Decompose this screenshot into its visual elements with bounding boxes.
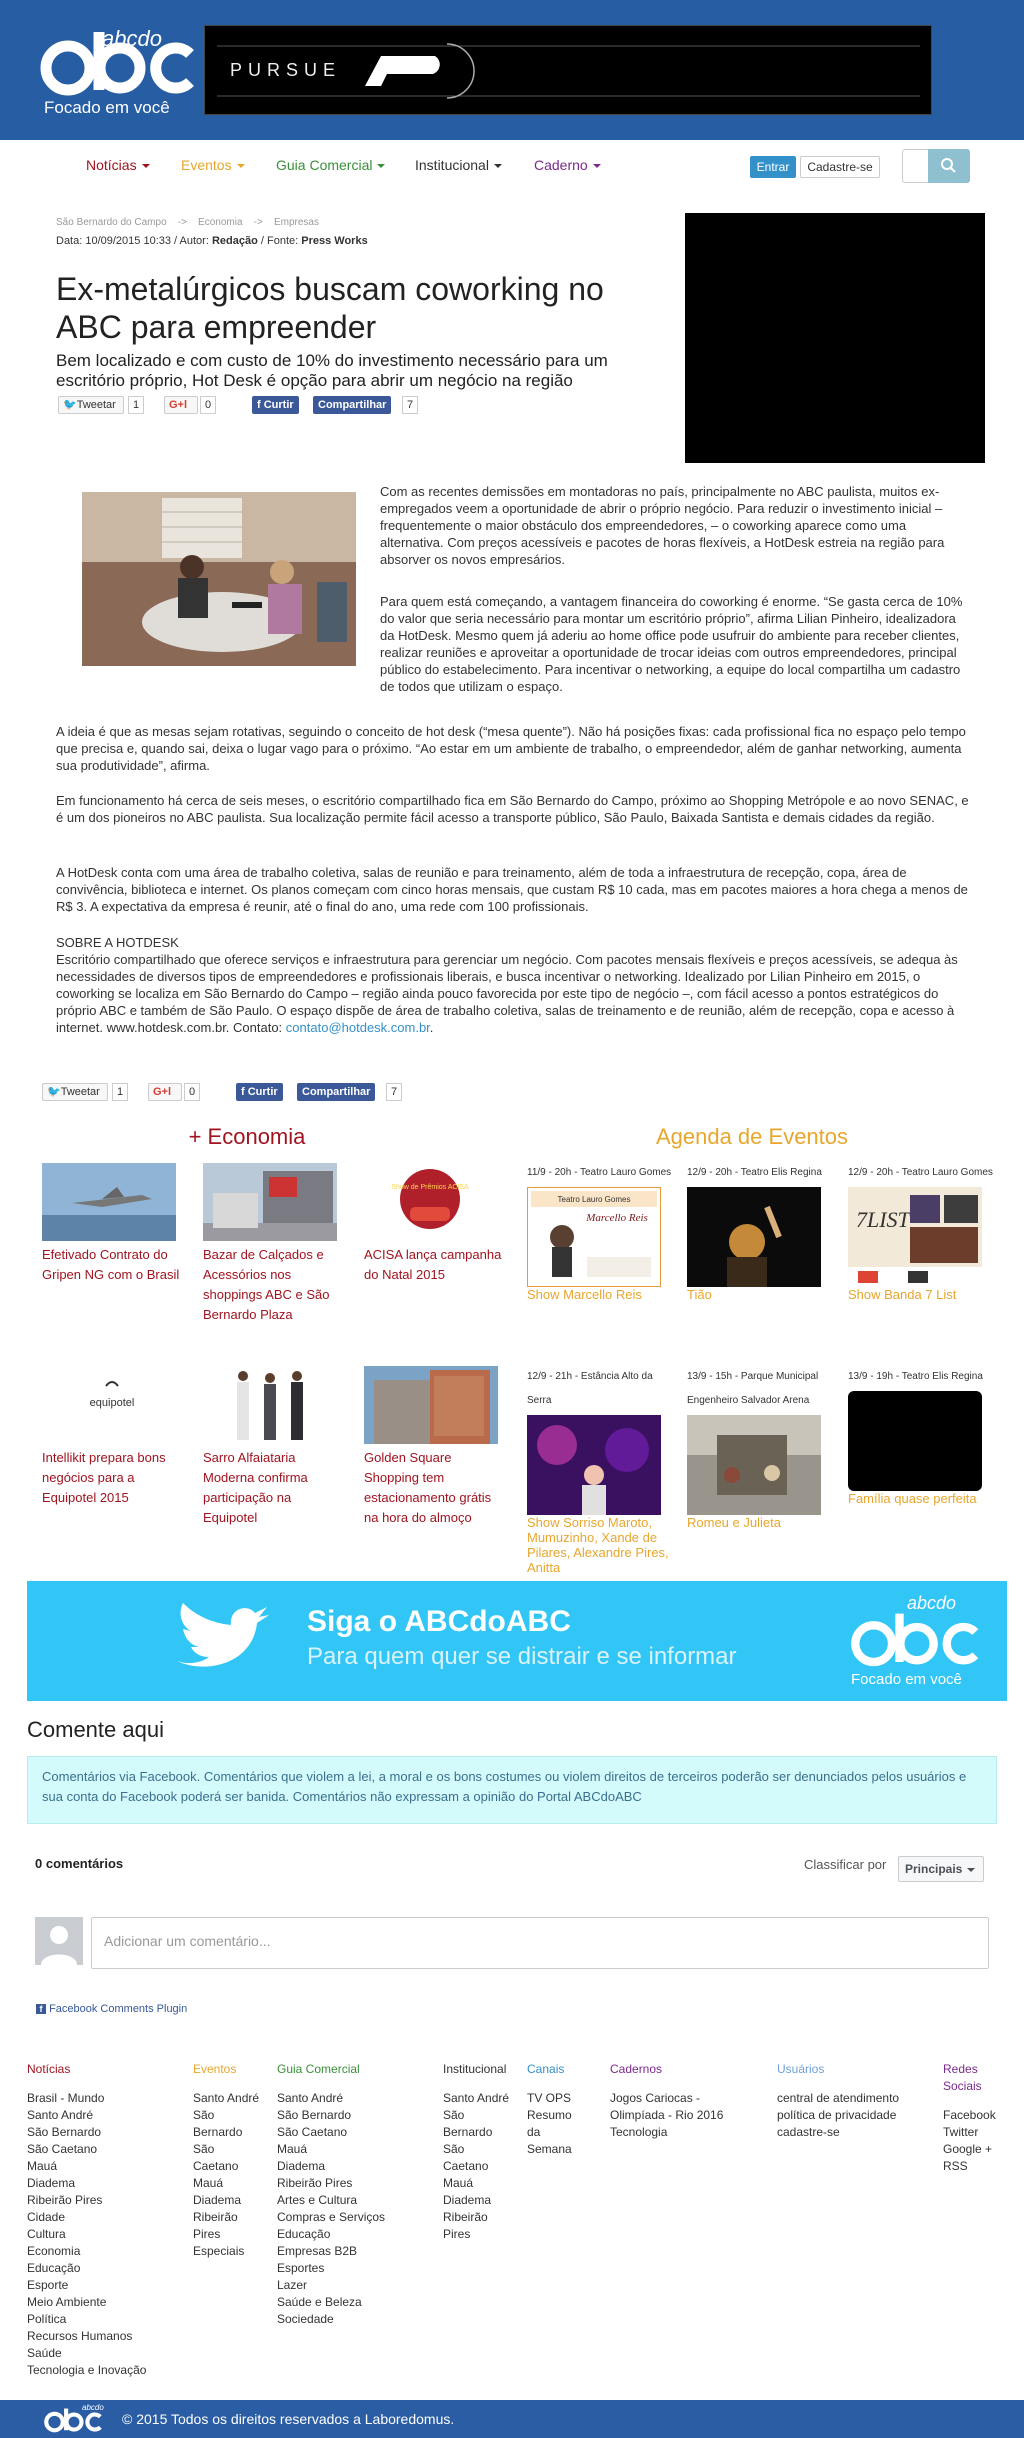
tweet-label: Tweetar bbox=[60, 1086, 100, 1098]
twitter-icon: 🐦 bbox=[47, 1086, 61, 1098]
footer-column bbox=[610, 2061, 750, 2141]
facebook-icon: f bbox=[36, 2004, 46, 2014]
footer-link[interactable]: São Bernardo bbox=[443, 2108, 493, 2139]
economia-card[interactable] bbox=[42, 1366, 182, 1508]
footer-link[interactable]: RSS bbox=[943, 2159, 968, 2173]
fb-plugin-label: Facebook Comments Plugin bbox=[49, 2003, 188, 2015]
sort-label: Classificar por bbox=[804, 1857, 887, 1872]
footer-link[interactable]: Brasil - Mundo bbox=[27, 2091, 105, 2105]
register-button[interactable]: Cadastre-se bbox=[800, 156, 880, 178]
event-image bbox=[527, 1415, 661, 1515]
footer-link[interactable]: Santo André bbox=[27, 2108, 94, 2122]
tweet-button[interactable] bbox=[42, 1083, 108, 1101]
footer-link[interactable]: São Caetano bbox=[27, 2142, 98, 2156]
footer-link[interactable]: Mauá bbox=[27, 2159, 58, 2173]
card-thumbnail bbox=[203, 1366, 337, 1444]
event-when: 13/9 - 15h - Parque Municipal Engenheiro Salvador Arena bbox=[687, 1371, 819, 1406]
economia-card[interactable] bbox=[42, 1163, 182, 1285]
sort-value: Principais bbox=[905, 1862, 963, 1876]
article-paragraph: Para quem está começando, a vantagem financeira do coworking é enorme. “Se gasta cerca de 10% do valor que seria necessário para montar um escritório próprio”, afirma Lilian Pinheiro, idealizadora da HotDesk. Mesmo quem já aderiu ao home office pode usufruir do ambiente para receber clientes, realizar reuniões e aproveitar a oportunidade de trocar ideias com outros empreendedores, principal público do estabelecimento. Para incentivar o networking, a equipe do local compartilha um cadastro de todos que utilizam o espaço. bbox=[380, 594, 963, 694]
footer-link[interactable]: Mauá bbox=[277, 2142, 308, 2156]
about-text: Escritório compartilhado que oferece serviços e infraestrutura para gerenciar um negócio. Com pacotes mensais flexíveis e preços acessíveis, se adequa às necessidades de diversos tipos de empreendedores e profissionais liberais, e busca incentivar o networking. Idealizado por Lilian Pinheiro em 2015, o coworking se localiza em São Bernardo do Campo – região ainda pouco favorecida por este tipo de negócio –, com fácil acesso a pontos estratégicos do próprio ABC e também de São Paulo. O espaço dispõe de área de trabalho coletiva, salas de treinamento e de reunião, além de recepção, copa e acesso à internet. www.hotdesk.com.br. Contato: bbox=[56, 952, 958, 1035]
share-bar-top bbox=[58, 396, 428, 416]
article-paragraph: A HotDesk conta com uma área de trabalho coletiva, salas de reunião e para treinamento, além de toda a infraestrutura de recepção, copa, área de convivência, biblioteca e internet. Os planos começam com cinco horas mensais, que custam R$ 10 cada, mas em pacotes maiores a hora chega a menos de R$ 3. A expectativa da empresa é reunir, até o final do ano, uma rede com 100 profissionais. bbox=[56, 865, 968, 914]
economia-card[interactable] bbox=[203, 1163, 343, 1325]
logo-graphic bbox=[847, 1607, 987, 1667]
footer-link[interactable]: Cultura bbox=[27, 2227, 66, 2241]
economia-card[interactable] bbox=[203, 1366, 343, 1528]
footer-heading[interactable]: Notícias bbox=[27, 2062, 71, 2076]
breadcrumb-separator: -> bbox=[253, 217, 263, 228]
caret-down-icon bbox=[593, 164, 601, 168]
banner-logo-tagline: Focado em você bbox=[851, 1671, 962, 1688]
card-thumbnail bbox=[364, 1163, 498, 1241]
card-thumbnail bbox=[42, 1163, 176, 1241]
comments-notice: Comentários via Facebook. Comentários que violem a lei, a moral e os bons costumes ou violem direitos de terceiros poderão ser denunciados pelos usuários e sua conta do Facebook poderá ser banida. Comentários não expressam a opinião do Portal ABCdoABC bbox=[27, 1756, 997, 1824]
article-paragraph: Em funcionamento há cerca de seis meses, o escritório compartilhado fica em São Bernardo do Campo, próximo ao Shopping Metrópole e ao novo SENAC, e é um dos pioneiros no ABC paulista. Sua localização permite fácil acesso a transporte público, São Paulo, Baixada Santista e demais cidades da região. bbox=[56, 793, 969, 825]
footer-link[interactable]: Diadema bbox=[27, 2176, 76, 2190]
search-icon bbox=[928, 149, 970, 183]
footer-link[interactable]: Cidade bbox=[27, 2210, 66, 2224]
footer-link[interactable]: São Bernardo bbox=[277, 2108, 352, 2122]
footer-heading[interactable]: Redes Sociais bbox=[943, 2062, 982, 2093]
breadcrumb-separator: -> bbox=[177, 217, 187, 228]
nav-noticias[interactable] bbox=[86, 157, 150, 173]
breadcrumb-item[interactable]: Economia bbox=[198, 217, 243, 228]
footer-link[interactable]: Economia bbox=[27, 2244, 81, 2258]
fb-like-label: Curtir bbox=[263, 399, 294, 411]
nav-label: Institucional bbox=[415, 157, 489, 173]
breadcrumb bbox=[56, 217, 319, 228]
comments-title: Comente aqui bbox=[27, 1717, 164, 1742]
footer-column bbox=[527, 2061, 587, 2158]
thumb-text: Teatro Lauro Gomes bbox=[557, 1195, 631, 1204]
thumb-text: Show de Prêmios ACISA bbox=[391, 1184, 469, 1191]
banner-logo bbox=[847, 1593, 987, 1693]
footer-column bbox=[943, 2061, 1003, 2175]
tweet-count: 1 bbox=[128, 396, 144, 414]
twitter-follow-banner[interactable] bbox=[27, 1581, 1007, 1701]
twitter-icon: 🐦 bbox=[63, 399, 77, 411]
tweet-count: 1 bbox=[112, 1083, 128, 1101]
footer-column bbox=[193, 2061, 263, 2260]
right-ad[interactable] bbox=[685, 213, 985, 463]
gplus-count: 0 bbox=[184, 1083, 200, 1101]
footer-column bbox=[277, 2061, 427, 2328]
footer-link[interactable]: Resumo da Semana bbox=[527, 2108, 572, 2156]
event-image bbox=[687, 1415, 821, 1515]
article-subtitle: Bem localizado e com custo de 10% do investimento necessário para um escritório próprio, Hot Desk é opção para abrir um negócio na região bbox=[56, 351, 608, 390]
event-image bbox=[687, 1187, 821, 1287]
footer-link[interactable]: Lazer bbox=[277, 2278, 308, 2292]
event-image bbox=[848, 1391, 982, 1491]
card-caption: Intellikit prepara bons negócios para a Equipotel 2015 bbox=[42, 1450, 166, 1505]
fb-plugin-link[interactable] bbox=[36, 2003, 187, 2015]
footer-link[interactable]: São Caetano bbox=[193, 2142, 239, 2173]
event-when: 13/9 - 19h - Teatro Elis Regina bbox=[848, 1371, 983, 1382]
footer-link[interactable]: Artes e Cultura bbox=[277, 2193, 358, 2207]
banner-logo-small: abcdo bbox=[907, 1593, 957, 1613]
fb-count: 7 bbox=[402, 396, 418, 414]
footer-logo-small: abcdo bbox=[82, 2403, 104, 2412]
footer-link[interactable]: Recursos Humanos bbox=[27, 2329, 133, 2343]
footer-link[interactable]: Esporte bbox=[27, 2278, 69, 2292]
event-card[interactable] bbox=[527, 1161, 677, 1302]
footer-link[interactable]: São Caetano bbox=[277, 2125, 348, 2139]
event-image bbox=[848, 1187, 982, 1287]
event-caption: Show Banda 7 List bbox=[848, 1287, 957, 1302]
event-card[interactable] bbox=[848, 1365, 998, 1506]
nav-caderno[interactable] bbox=[534, 157, 601, 173]
fb-share-button[interactable]: Compartilhar bbox=[297, 1083, 375, 1101]
article-image bbox=[82, 492, 356, 666]
facebook-icon: f bbox=[257, 399, 264, 411]
footer-link[interactable]: Santo André bbox=[443, 2091, 510, 2105]
caret-down-icon bbox=[377, 164, 385, 168]
breadcrumb-item[interactable]: São Bernardo do Campo bbox=[56, 217, 167, 228]
footer-link[interactable]: Twitter bbox=[943, 2125, 979, 2139]
footer-link[interactable]: Compras e Serviços bbox=[277, 2210, 386, 2224]
article-paragraph: A ideia é que as mesas sejam rotativas, seguindo o conceito de hot desk (“mesa quente”). Não há posições fixas: cada profissional fica no espaço pelo tempo que precisa e, quando sai, deixa o lugar vago para o próximo. “Ao estar em um ambiente de trabalho, o empreendedor, além de ganhar networking, aumenta sua produtividade”, afirma. bbox=[56, 724, 966, 773]
footer-link[interactable]: Santo André bbox=[193, 2091, 260, 2105]
footer-link[interactable]: São Bernardo bbox=[193, 2108, 243, 2139]
event-when: 12/9 - 20h - Teatro Lauro Gomes bbox=[848, 1167, 993, 1178]
footer-bar bbox=[0, 2400, 1024, 2438]
nav-label: Eventos bbox=[181, 157, 232, 173]
article-title: Ex-metalúrgicos buscam coworking no ABC para empreender bbox=[56, 271, 604, 345]
about-end: . bbox=[429, 1020, 434, 1035]
footer-heading[interactable]: Canais bbox=[527, 2062, 565, 2076]
caret-down-icon bbox=[237, 164, 245, 168]
footer-link[interactable]: Ribeirão Pires bbox=[277, 2176, 353, 2190]
card-caption: Efetivado Contrato do Gripen NG com o Brasil bbox=[42, 1247, 180, 1282]
ad-brand-text: PURSUE bbox=[230, 60, 342, 80]
article-paragraph: Com as recentes demissões em montadoras no país, principalmente no ABC paulista, muitos ex-empregados veem a oportunidade de abrir o próprio negócio. Para reduzir o investimento inicial – frequentemente o maior obstáculo dos empreendedores, – o coworking aparece como uma alternativa. Com preços acessíveis e pacotes de horas flexíveis, a HotDesk estreia na região para absorver os novos empresários. bbox=[380, 484, 945, 567]
nav-institucional[interactable] bbox=[415, 157, 502, 173]
footer-link[interactable]: Meio Ambiente bbox=[27, 2295, 107, 2309]
tweet-label: Tweetar bbox=[76, 399, 116, 411]
contact-email-link[interactable]: contato@hotdesk.com.br bbox=[285, 1020, 430, 1035]
event-card[interactable] bbox=[687, 1365, 837, 1530]
footer-link[interactable]: Mauá bbox=[443, 2176, 474, 2190]
tweet-button[interactable] bbox=[58, 396, 124, 414]
footer-link[interactable]: Diadema bbox=[443, 2193, 492, 2207]
event-card[interactable] bbox=[687, 1161, 837, 1302]
footer-column bbox=[27, 2061, 177, 2379]
event-caption: Show Sorriso Maroto, Mumuzinho, Xande de Pilares, Alexandre Pires, Anitta bbox=[527, 1515, 669, 1575]
event-card[interactable] bbox=[848, 1161, 998, 1302]
fb-like-button[interactable] bbox=[236, 1083, 283, 1101]
footer-link[interactable]: Especiais bbox=[193, 2244, 245, 2258]
footer-column bbox=[777, 2061, 917, 2141]
footer-link[interactable]: Tecnologia bbox=[610, 2125, 668, 2139]
footer-heading[interactable]: Eventos bbox=[193, 2062, 237, 2076]
footer-link[interactable]: cadastre-se bbox=[777, 2125, 840, 2139]
card-thumbnail bbox=[42, 1366, 176, 1444]
login-button[interactable]: Entrar bbox=[750, 156, 796, 178]
footer-link[interactable]: política de privacidade bbox=[777, 2108, 897, 2122]
logo-small-text: abcdo bbox=[102, 26, 162, 51]
fb-share-button[interactable]: Compartilhar bbox=[313, 396, 391, 414]
card-thumbnail bbox=[364, 1366, 498, 1444]
footer-link[interactable]: São Bernardo bbox=[27, 2125, 102, 2139]
thumb-text: equipotel bbox=[89, 1397, 135, 1409]
card-caption: ACISA lança campanha do Natal 2015 bbox=[364, 1247, 502, 1282]
footer-link[interactable]: Diadema bbox=[277, 2159, 326, 2173]
gplus-button[interactable]: G+l bbox=[164, 396, 198, 414]
footer-heading[interactable]: Usuários bbox=[777, 2062, 825, 2076]
nav-label: Caderno bbox=[534, 157, 588, 173]
event-caption: Família quase perfeita bbox=[848, 1491, 977, 1506]
event-when: 12/9 - 20h - Teatro Elis Regina bbox=[687, 1167, 822, 1178]
nav-label: Notícias bbox=[86, 157, 137, 173]
footer-link[interactable]: Mauá bbox=[193, 2176, 224, 2190]
sort-select[interactable] bbox=[898, 1856, 984, 1882]
share-bar-bottom bbox=[42, 1083, 412, 1103]
article-paragraph bbox=[56, 951, 970, 1036]
comment-input[interactable]: Adicionar um comentário... bbox=[91, 1917, 989, 1969]
breadcrumb-item[interactable]: Empresas bbox=[273, 217, 319, 228]
thumb-text: 7LIST bbox=[856, 1207, 910, 1232]
footer-link[interactable]: Facebook bbox=[943, 2108, 996, 2122]
search-input[interactable] bbox=[902, 149, 930, 183]
footer-link[interactable]: TV OPS bbox=[527, 2091, 572, 2105]
footer-link[interactable]: São Caetano bbox=[443, 2142, 489, 2173]
site-header bbox=[0, 0, 1024, 140]
nav-label: Guia Comercial bbox=[276, 157, 373, 173]
footer-heading[interactable]: Cadernos bbox=[610, 2062, 663, 2076]
card-caption: Golden Square Shopping tem estacionamento grátis na hora do almoço bbox=[364, 1450, 492, 1525]
footer-link[interactable]: Google + bbox=[943, 2142, 993, 2156]
economia-card[interactable] bbox=[364, 1366, 504, 1528]
fb-like-label: Curtir bbox=[247, 1086, 278, 1098]
footer-link[interactable]: Empresas B2B bbox=[277, 2244, 358, 2258]
footer-link[interactable]: Política bbox=[27, 2312, 67, 2326]
footer-link[interactable]: Sociedade bbox=[277, 2312, 334, 2326]
card-caption: Sarro Alfaiataria Moderna confirma participação na Equipotel bbox=[203, 1450, 308, 1525]
thumb-text: Marcello Reis bbox=[586, 1212, 648, 1224]
footer-link[interactable]: Ribeirão Pires bbox=[193, 2210, 238, 2241]
footer-link[interactable]: Saúde e Beleza bbox=[277, 2295, 362, 2309]
meta-source-label: / Fonte: bbox=[260, 235, 299, 247]
search-button[interactable] bbox=[928, 149, 970, 183]
agenda-title: Agenda de Eventos bbox=[655, 1124, 849, 1149]
facebook-icon: f bbox=[241, 1086, 248, 1098]
avatar bbox=[35, 1917, 83, 1965]
logo-tagline: Focado em você bbox=[44, 98, 170, 117]
nav-eventos[interactable] bbox=[181, 157, 245, 173]
event-when: 12/9 - 21h - Estância Alto da Serra bbox=[527, 1371, 653, 1406]
footer-link[interactable]: Ribeirão Pires bbox=[27, 2193, 103, 2207]
comments-count: 0 comentários bbox=[35, 1856, 124, 1871]
footer-link[interactable]: Tecnologia e Inovação bbox=[27, 2363, 147, 2377]
card-caption: Bazar de Calçados e Acessórios nos shoppings ABC e São Bernardo Plaza bbox=[203, 1247, 330, 1322]
footer-heading[interactable]: Institucional bbox=[443, 2062, 507, 2076]
meta-date: Data: 10/09/2015 10:33 / Autor: bbox=[56, 235, 209, 247]
fb-count: 7 bbox=[386, 1083, 402, 1101]
footer-link[interactable]: Santo André bbox=[277, 2091, 344, 2105]
meta-source: Press Works bbox=[301, 235, 368, 247]
copyright: © 2015 Todos os direitos reservados a Laboredomus. bbox=[122, 2411, 455, 2427]
event-image bbox=[527, 1187, 661, 1287]
event-caption: Romeu e Julieta bbox=[687, 1515, 781, 1530]
caret-down-icon bbox=[142, 164, 150, 168]
fb-like-button[interactable] bbox=[252, 396, 299, 414]
footer-link[interactable]: Jogos Cariocas - Olimpíada - Rio 2016 bbox=[610, 2091, 724, 2122]
footer-link[interactable]: Educação bbox=[27, 2261, 81, 2275]
event-card[interactable] bbox=[527, 1365, 677, 1575]
meta-author: Redação bbox=[211, 235, 258, 247]
economia-title: + Economia bbox=[188, 1124, 306, 1149]
footer-link[interactable]: Educação bbox=[277, 2227, 331, 2241]
event-caption: Tião bbox=[687, 1287, 712, 1302]
twitter-banner-subtitle: Para quem quer se distrair e se informar bbox=[307, 1643, 737, 1670]
twitter-bird-icon bbox=[167, 1601, 277, 1681]
footer-link[interactable]: Ribeirão Pires bbox=[443, 2210, 488, 2241]
footer-link[interactable]: Saúde bbox=[27, 2346, 62, 2360]
gplus-button[interactable]: G+l bbox=[148, 1083, 182, 1101]
twitter-banner-title: Siga o ABCdoABC bbox=[307, 1605, 571, 1638]
caret-down-icon bbox=[494, 164, 502, 168]
footer-link[interactable]: Diadema bbox=[193, 2193, 242, 2207]
gplus-count: 0 bbox=[200, 396, 216, 414]
caret-down-icon bbox=[967, 1868, 975, 1872]
footer-link[interactable]: Esportes bbox=[277, 2261, 325, 2275]
about-heading: SOBRE A HOTDESK bbox=[56, 935, 179, 950]
footer-link[interactable]: central de atendimento bbox=[777, 2091, 900, 2105]
site-logo[interactable] bbox=[40, 24, 200, 119]
footer-heading[interactable]: Guia Comercial bbox=[277, 2062, 360, 2076]
top-ad-banner[interactable] bbox=[204, 25, 932, 115]
economia-card[interactable] bbox=[364, 1163, 504, 1285]
article-meta bbox=[56, 235, 368, 247]
event-when: 11/9 - 20h - Teatro Lauro Gomes bbox=[527, 1167, 672, 1178]
footer-column bbox=[443, 2061, 513, 2243]
nav-guia-comercial[interactable] bbox=[276, 157, 385, 173]
card-thumbnail bbox=[203, 1163, 337, 1241]
event-caption: Show Marcello Reis bbox=[527, 1287, 642, 1302]
